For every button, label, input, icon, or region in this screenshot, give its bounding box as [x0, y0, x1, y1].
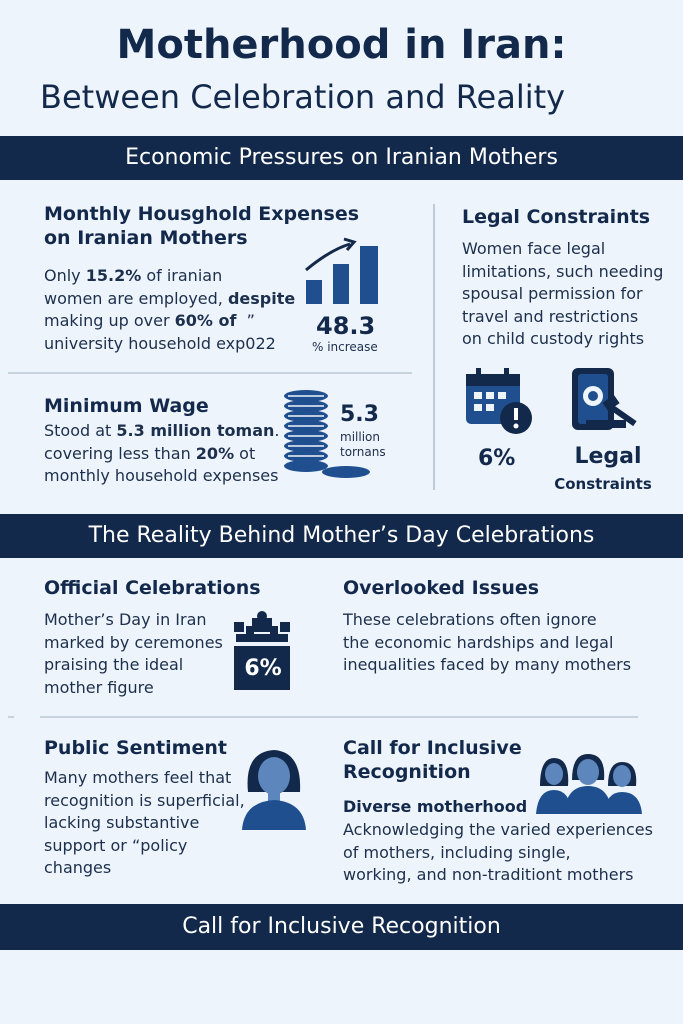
expenses-stat-label: % increase: [312, 340, 378, 354]
sentiment-text: Many mothers feel that recognition is superficial, lacking substantive support or “policy changes: [44, 768, 245, 877]
divider: [40, 716, 638, 718]
column-divider: [433, 204, 435, 490]
overlooked-text: These celebrations often ignore the economic hardships and legal inequalities faced by many mothers: [343, 610, 632, 674]
legal-heading: Legal Constraints: [462, 206, 651, 228]
mother-avatar-icon: [240, 746, 308, 830]
page-title: Motherhood in Iran:: [116, 22, 567, 68]
sentiment-heading: Public Sentiment: [44, 737, 227, 759]
inclusive-text: Acknowledging the varied experiences of mothers, including single, working, and non-traditiont mothers: [343, 820, 653, 884]
inclusive-subheading: Diverse motherhood: [343, 797, 528, 816]
official-badge: 6%: [244, 656, 282, 681]
wage-heading: Minimum Wage: [44, 395, 209, 417]
divider-tick: [8, 716, 14, 718]
calendar-icon: [464, 366, 536, 436]
group-of-mothers-icon: [536, 754, 644, 814]
section-banner-reality: The Reality Behind Mother’s Day Celebrations: [0, 514, 683, 558]
inclusive-heading: Call for Inclusive Recognition: [343, 737, 522, 783]
official-text: Mother’s Day in Iran marked by ceremones praising the ideal mother figure: [44, 610, 223, 697]
legal-stat-caption: Constraints: [554, 475, 652, 493]
official-heading: Official Celebrations: [44, 577, 261, 599]
expenses-heading: Monthly Housghold Expenses on Iranian Mothers: [44, 203, 360, 249]
expenses-text: Only 15.2% of iranian women are employed, despite making up over 60% of ” university household exp022: [44, 266, 296, 353]
wage-stat-value: 5.3: [340, 402, 379, 427]
expenses-stat-value: 48.3: [316, 312, 376, 340]
wage-stat-label: million tornans: [340, 430, 386, 459]
page-subtitle: Between Celebration and Reality: [40, 78, 566, 116]
legal-documents-icon: [568, 366, 648, 436]
legal-stat-title: Legal: [574, 444, 642, 469]
wage-text: Stood at 5.3 million toman. covering less than 20% ot monthly household expenses: [44, 421, 280, 485]
overlooked-heading: Overlooked Issues: [343, 577, 540, 599]
section-banner-footer: Call for Inclusive Recognition: [0, 904, 683, 950]
legal-text: Women face legal limitations, such needing spousal permission for travel and restrictions on child custody rights: [462, 239, 664, 348]
section-banner-economic: Economic Pressures on Iranian Mothers: [0, 136, 683, 180]
divider: [8, 372, 412, 374]
legal-stat-percent: 6%: [478, 446, 516, 471]
growth-chart-icon: [302, 236, 382, 306]
